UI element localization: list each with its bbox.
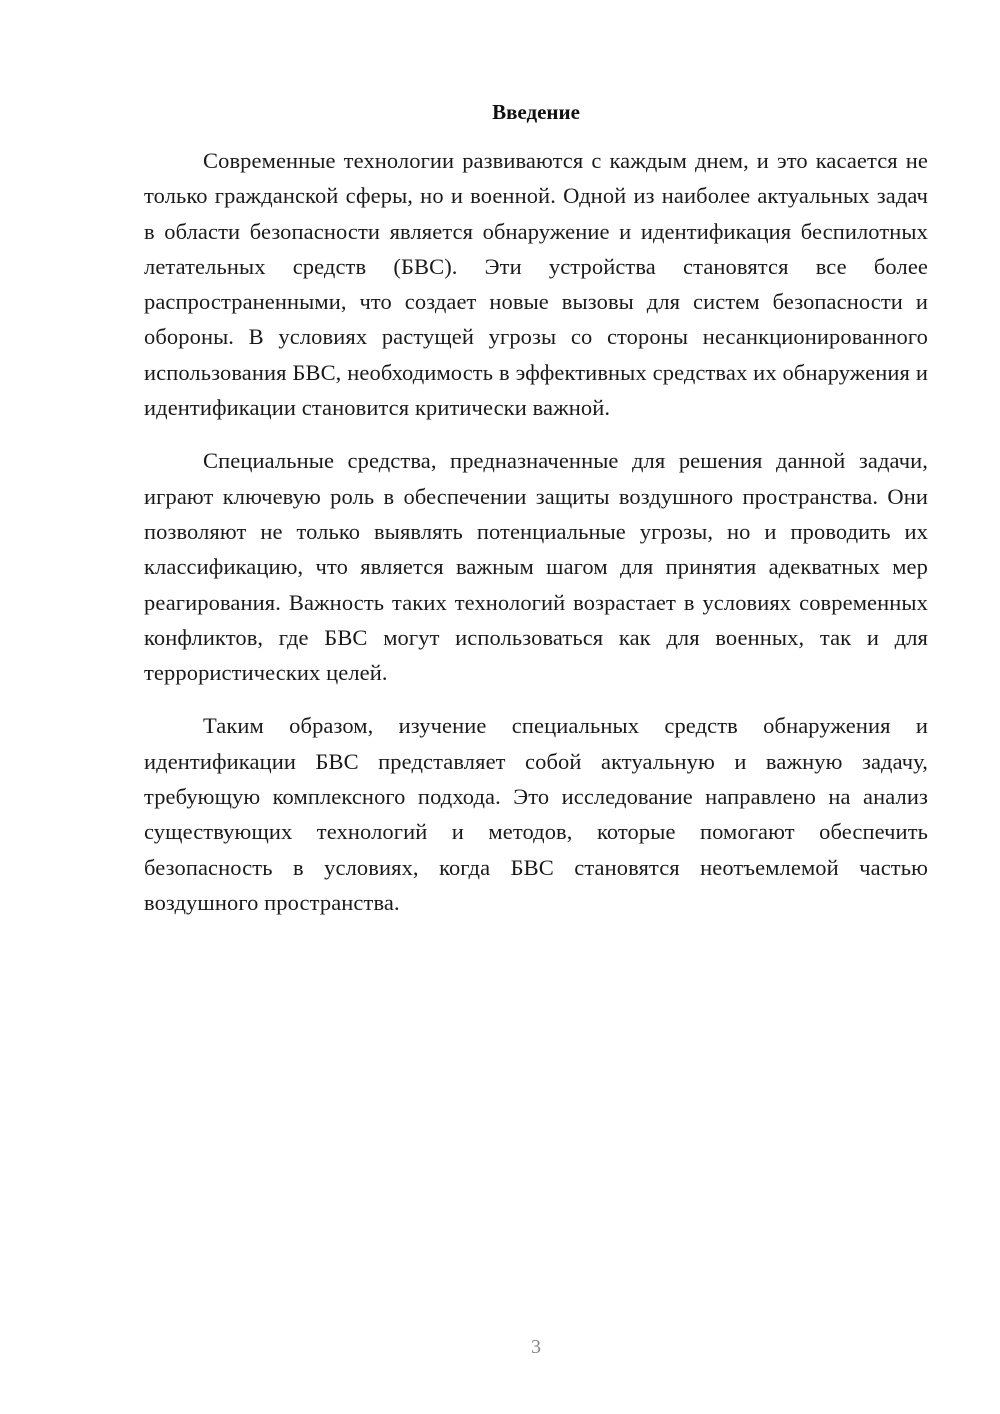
paragraph-2: Специальные средства, предназначенные для решения данной задачи, играют ключевую роль в обеспечении защиты воздушного пространства. Они позволяют не только выявлять потенциальные угрозы, но и проводить их классификацию, что является важным шагом для принятия адекватных мер реагирования. Важность таких технологий возрастает в условиях современных конфликтов, где БВС могут использоваться как для военных, так и для террористических целей. — [144, 448, 928, 686]
page-number: 3 — [531, 1336, 541, 1358]
body-text — [144, 143, 928, 938]
section-title: Введение — [492, 100, 580, 124]
paragraph-1: Современные технологии развиваются с каждым днем, и это касается не только гражданской сферы, но и военной. Одной из наиболее актуальных задач в области безопасности является обнаружение и идентификация беспилотных летательных средств (БВС). Эти устройства становятся все более распространенными, что создает новые вызовы для систем безопасности и обороны. В условиях растущей угрозы со стороны несанкционированного использования БВС, необходимость в эффективных средствах их обнаружения и идентификации становится критически важной. — [144, 148, 928, 421]
paragraph-3: Таким образом, изучение специальных средств обнаружения и идентификации БВС представляет собой актуальную и важную задачу, требующую комплексного подхода. Это исследование направлено на анализ существующих технологий и методов, которые помогают обеспечить безопасность в условиях, когда БВС становятся неотъемлемой частью воздушного пространства. — [144, 713, 928, 915]
